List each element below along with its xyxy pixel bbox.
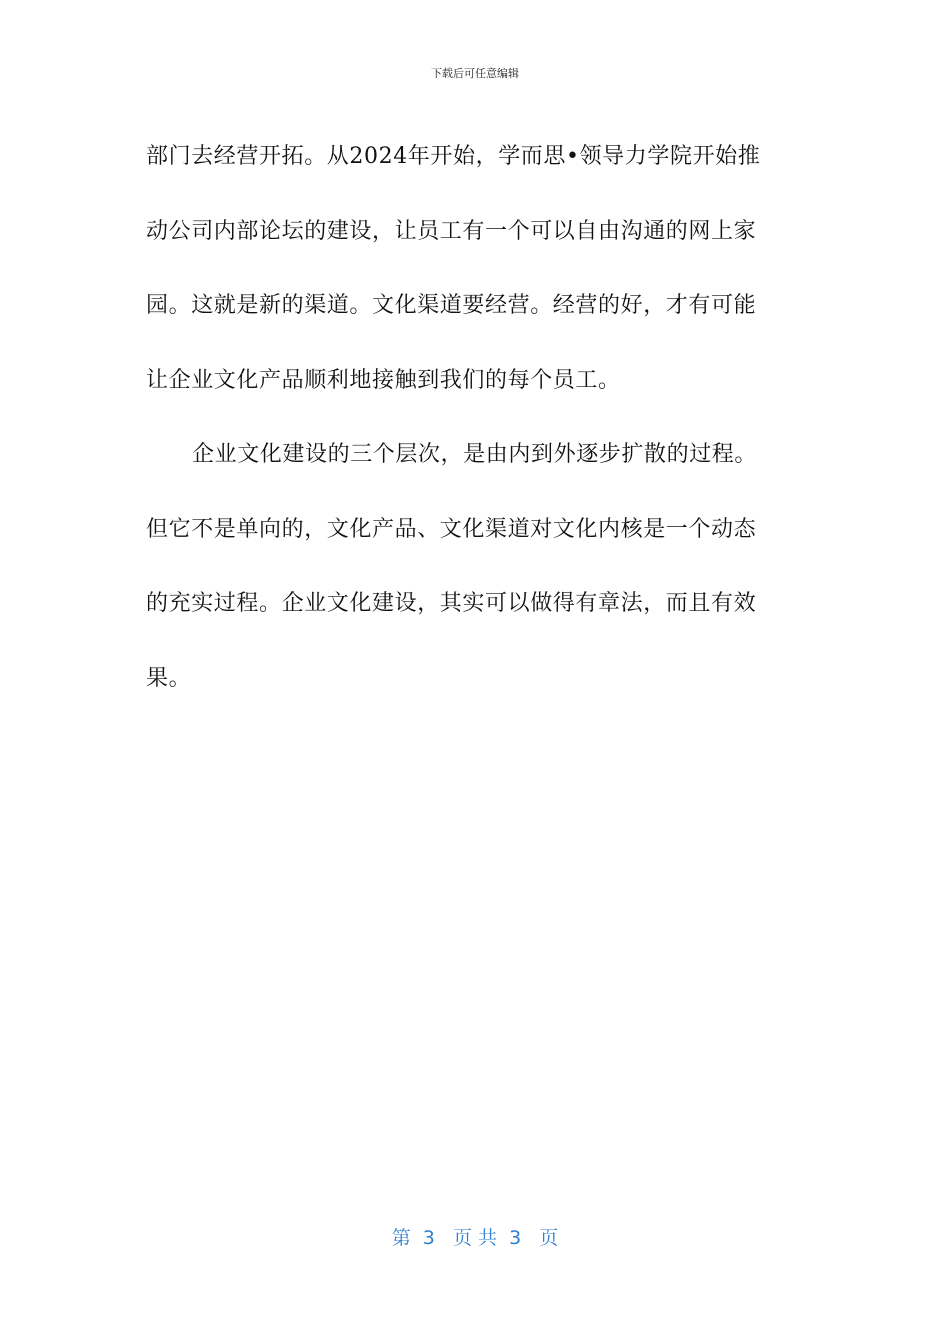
- body-line: 让企业文化产品顺利地接触到我们的每个员工。: [146, 367, 621, 393]
- document-body: [146, 120, 806, 716]
- body-line: 果。: [146, 665, 192, 691]
- body-line: 但它不是单向的，文化产品、文化渠道对文化内核是一个动态: [146, 516, 757, 542]
- page-header: 下载后可任意编辑: [431, 67, 519, 80]
- body-line: 的充实过程。企业文化建设，其实可以做得有章法，而且有效: [146, 591, 757, 616]
- body-line: 企业文化建设的三个层次，是由内到外逐步扩散的过程。: [192, 442, 758, 467]
- page-number-footer: 第 3 页 共 3 页: [391, 1227, 559, 1249]
- body-line: 园。这就是新的渠道。文化渠道要经营。经营的好，才有可能: [146, 293, 757, 318]
- body-line: 部门去经营开拓。从2024年开始，学而思•领导力学院开始推: [146, 144, 761, 169]
- body-line: 动公司内部论坛的建设，让员工有一个可以自由沟通的网上家: [146, 218, 757, 244]
